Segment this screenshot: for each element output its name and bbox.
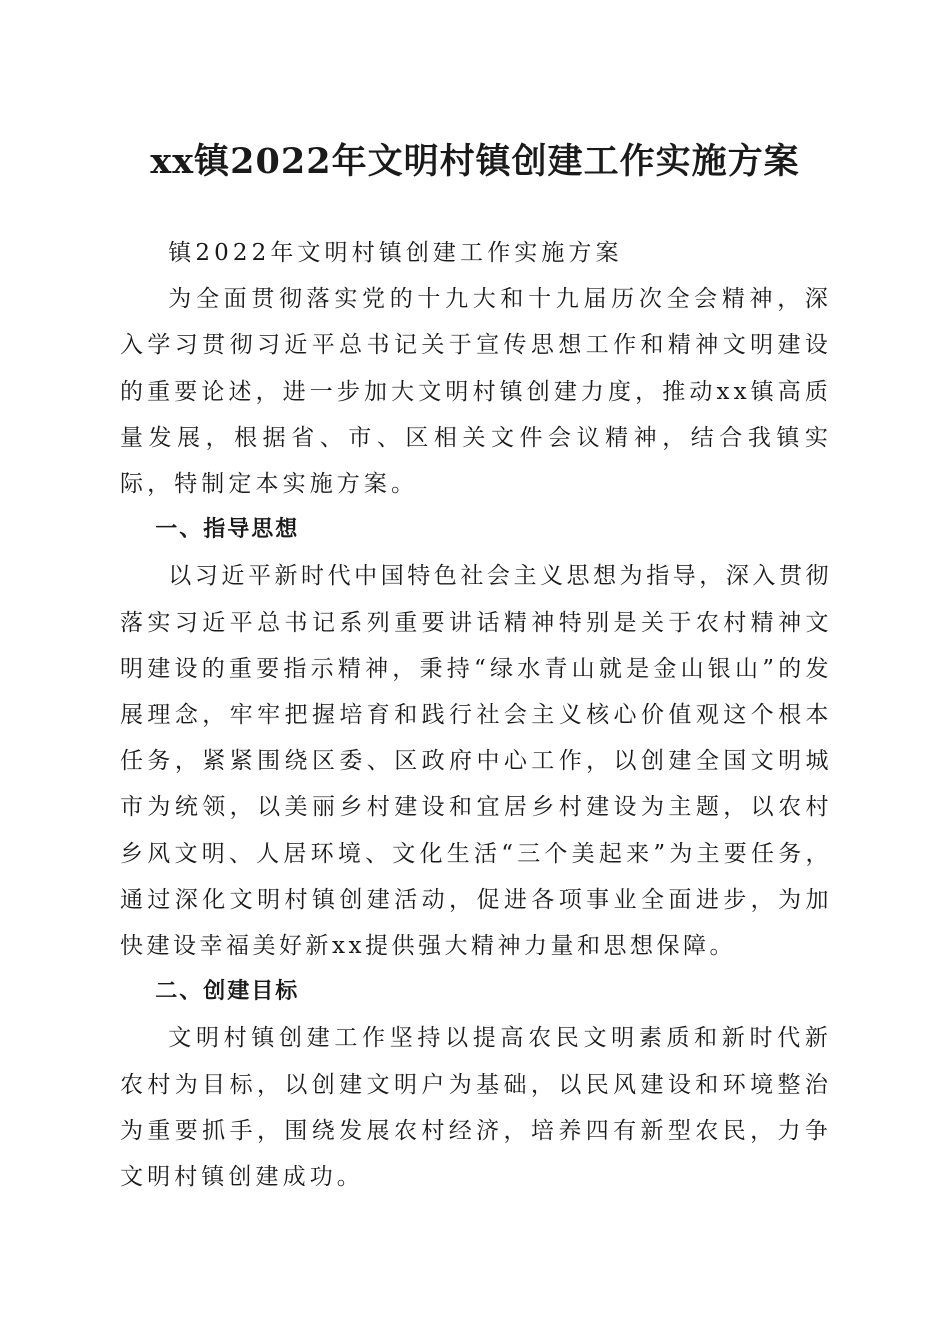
section-heading-creation-goals: 二、创建目标 [155,979,300,1005]
intro-paragraph: 为全面贯彻落实党的十九大和十九届历次全会精神，深入学习贯彻习近平总书记关于宣传思想工作和精神文明建设的重要论述，进一步加大文明村镇创建力度，推动xx镇高质量发展，根据省、市、区相关文件会议精神，结合我镇实际，特制定本实施方案。 [120,286,832,498]
document-body [120,230,832,1200]
section-body-creation-goals: 文明村镇创建工作坚持以提高农民文明素质和新时代新农村为目标，以创建文明户为基础，以民风建设和环境整治为重要抓手，围绕发展农村经济，培养四有新型农民，力争文明村镇创建成功。 [120,1025,832,1191]
section-heading-guiding-ideology: 一、指导思想 [155,517,300,543]
document-title: xx镇2022年文明村镇创建工作实施方案 [150,141,800,182]
document-subtitle: 镇2022年文明村镇创建工作实施方案 [168,240,623,266]
section-body-guiding-ideology: 以习近平新时代中国特色社会主义思想为指导，深入贯彻落实习近平总书记系列重要讲话精神特别是关于农村精神文明建设的重要指示精神，秉持“绿水青山就是金山银山”的发展理念，牢牢把握培育和践行社会主义核心价值观这个根本任务，紧紧围绕区委、区政府中心工作，以创建全国文明城市为统领，以美丽乡村建设和宜居乡村建设为主题，以农村乡风文明、人居环境、文化生活“三个美起来”为主要任务，通过深化文明村镇创建活动，促进各项事业全面进步，为加快建设幸福美好新xx提供强大精神力量和思想保障。 [120,563,832,960]
